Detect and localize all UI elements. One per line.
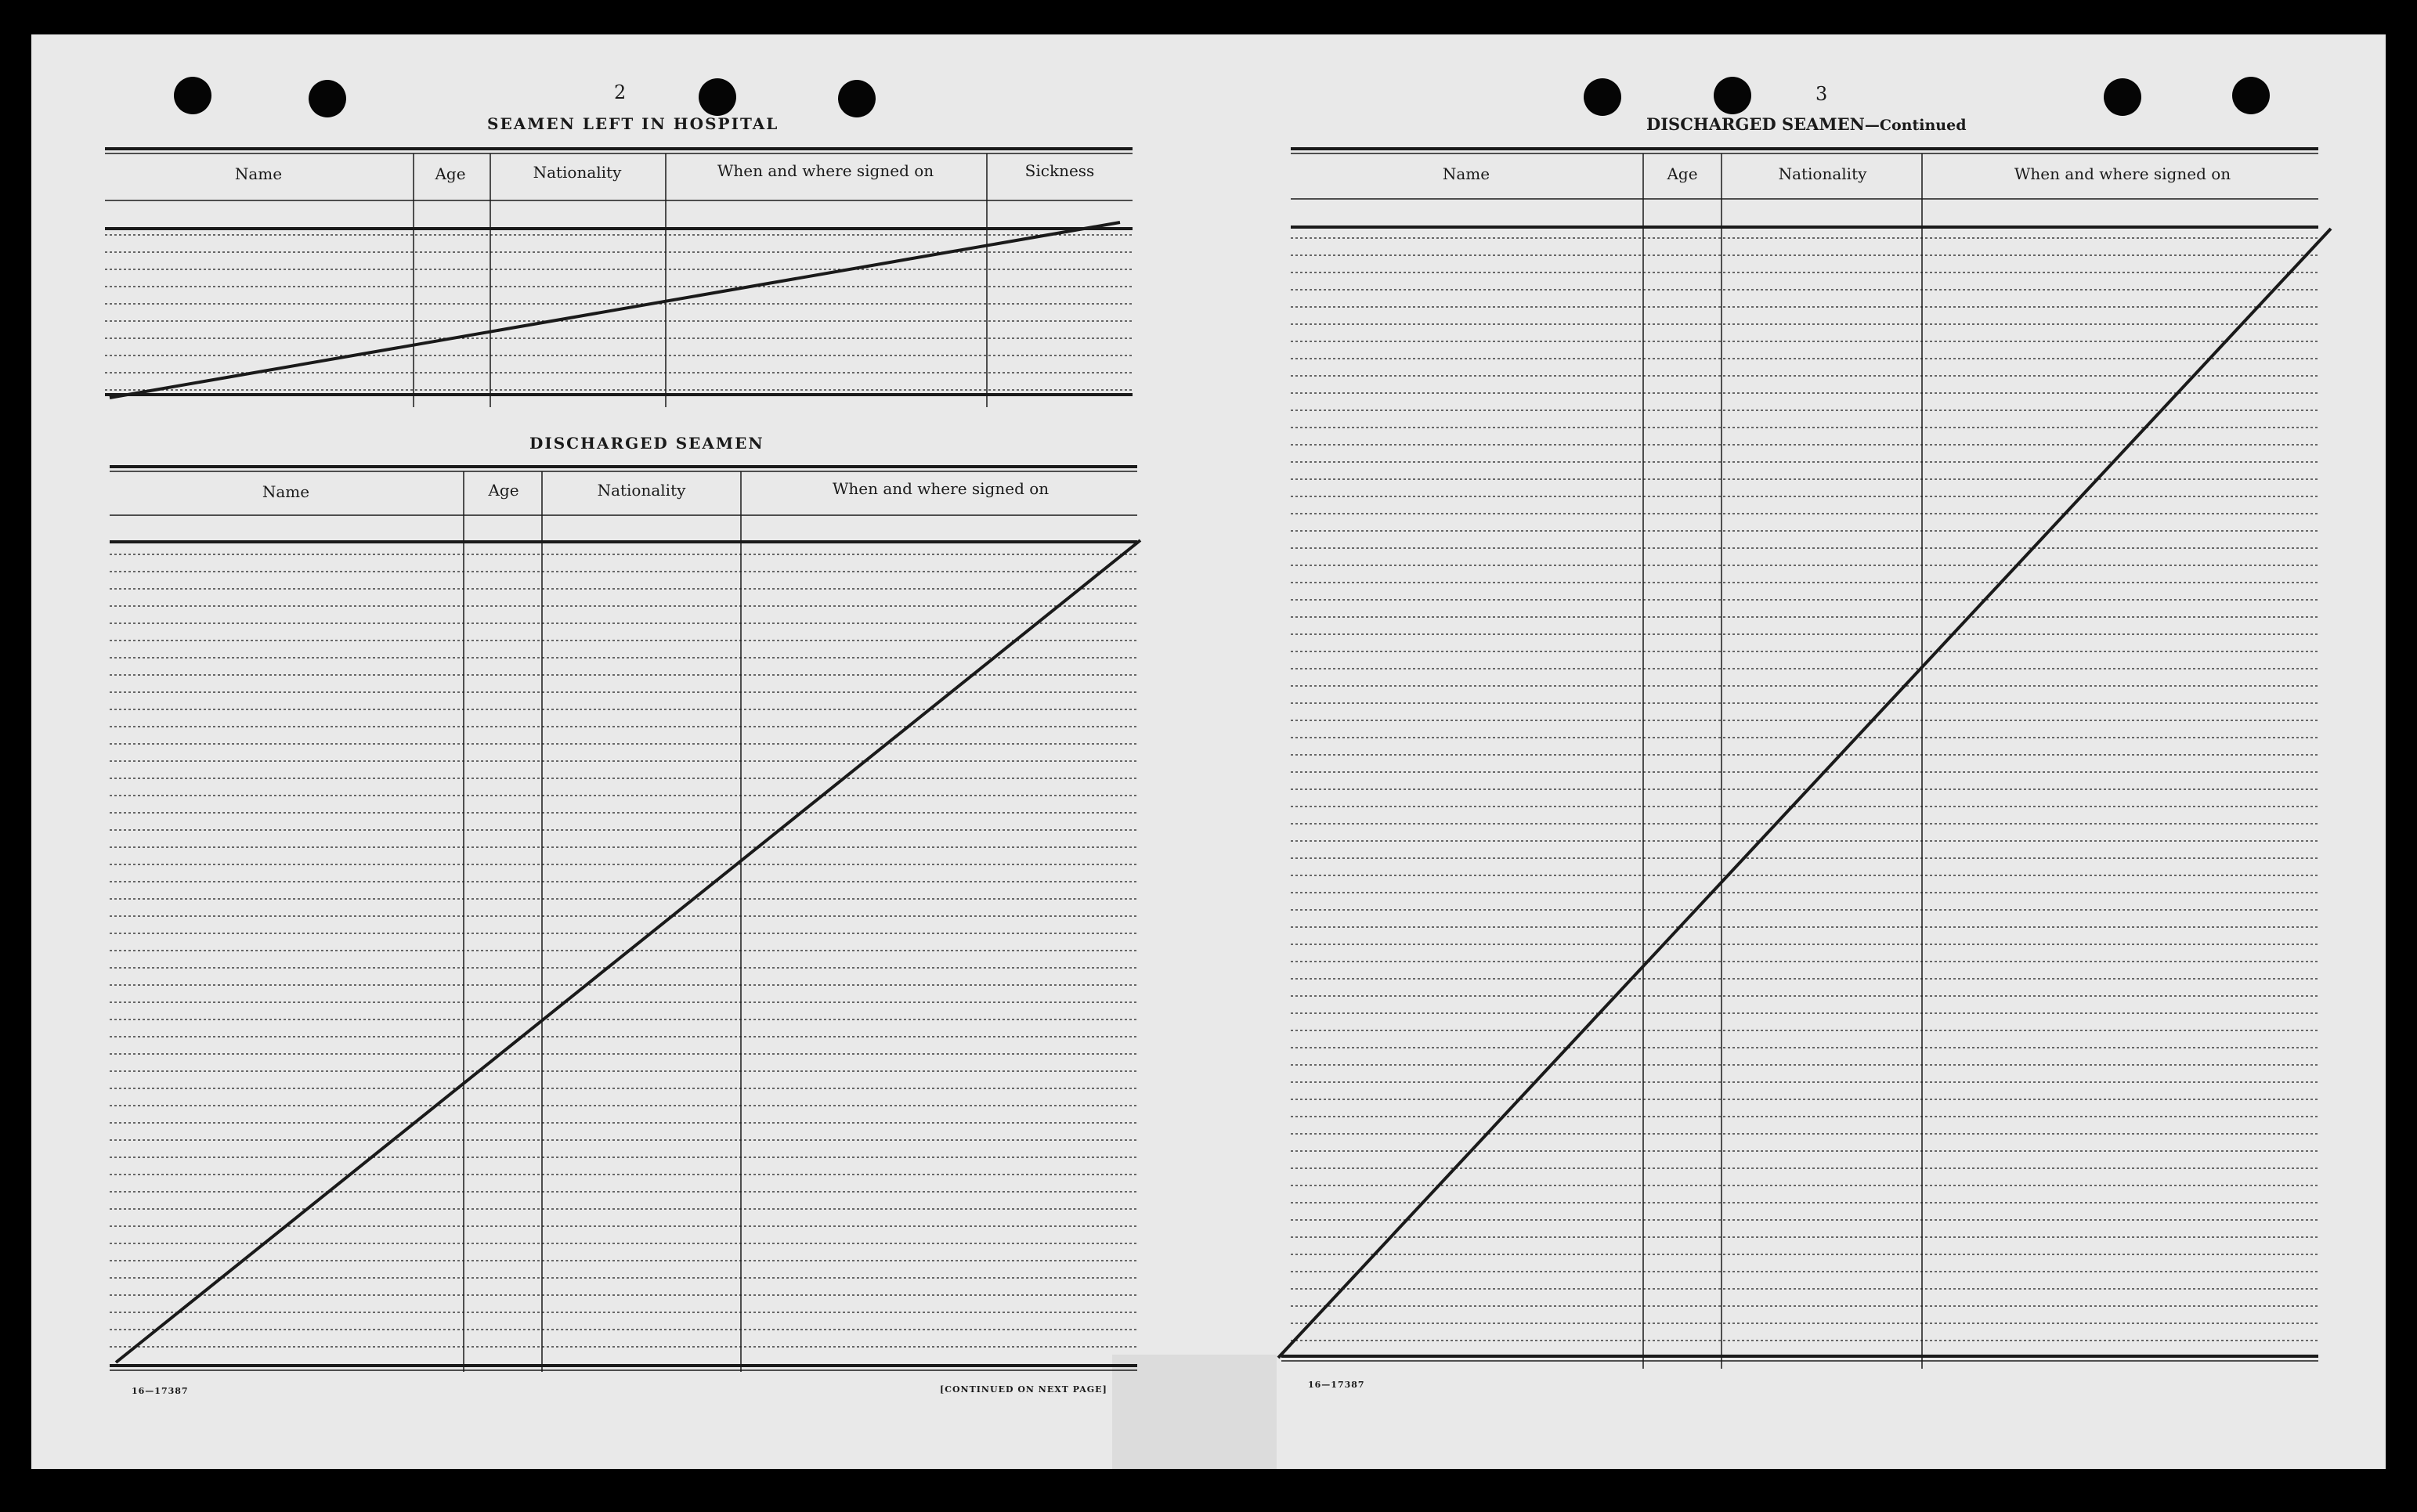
form-number-left: 16—17387	[132, 1386, 189, 1396]
discharged-col-name: Name	[262, 482, 310, 501]
continued-col-when-where: When and where signed on	[2014, 164, 2231, 183]
cancellation-diagonal	[110, 222, 1120, 398]
discharged-continued-title	[1646, 114, 1967, 134]
hospital-col-name: Name	[234, 164, 283, 183]
cancellation-diagonal	[116, 540, 1140, 1362]
discharged-continued-title-suffix: —Continued	[1864, 117, 1967, 134]
discharged-col-when-where: When and where signed on	[832, 479, 1050, 498]
discharged-continued-title-main: DISCHARGED SEAMEN	[1646, 114, 1865, 134]
form-number-right: 16—17387	[1308, 1380, 1365, 1390]
hospital-section-title: SEAMEN LEFT IN HOSPITAL	[487, 114, 779, 133]
continued-col-age: Age	[1667, 164, 1698, 183]
hospital-col-sickness: Sickness	[1024, 161, 1095, 180]
continued-col-name: Name	[1442, 164, 1490, 183]
page-number-right: 3	[1815, 83, 1828, 105]
discharged-col-nationality: Nationality	[597, 481, 686, 500]
continued-note: [CONTINUED ON NEXT PAGE]	[940, 1384, 1107, 1395]
cancellation-diagonal	[1278, 229, 2331, 1358]
continued-col-nationality: Nationality	[1778, 164, 1867, 183]
hospital-col-age: Age	[435, 164, 466, 183]
discharged-col-age: Age	[488, 481, 519, 500]
hospital-col-when-where: When and where signed on	[717, 161, 934, 180]
hospital-col-nationality: Nationality	[533, 163, 622, 182]
discharged-section-title: DISCHARGED SEAMEN	[529, 434, 764, 453]
page-number-left: 2	[614, 81, 627, 103]
